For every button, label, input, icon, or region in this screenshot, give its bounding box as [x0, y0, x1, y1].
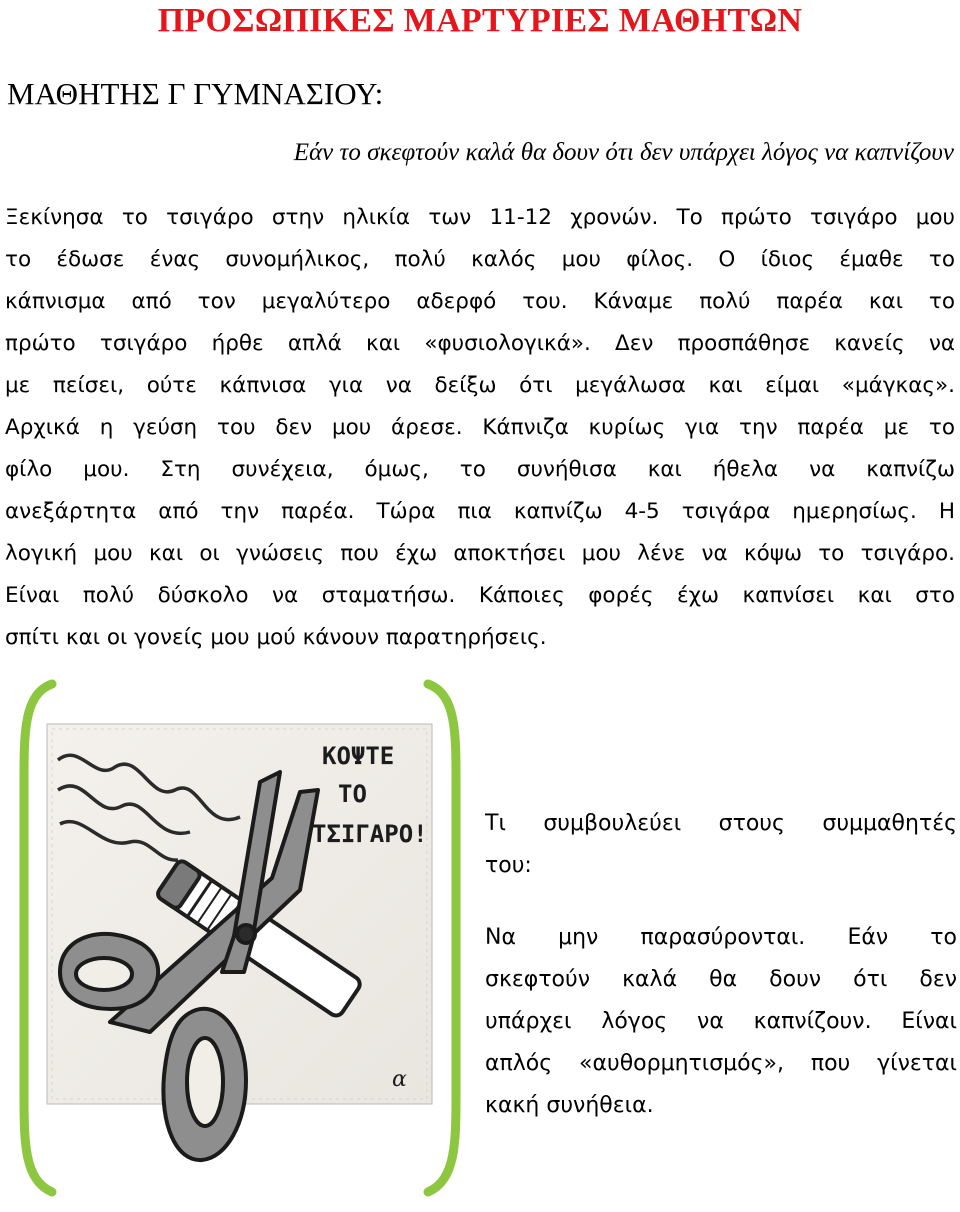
- testimony-line: με πείσει, ούτε κάπνισα για να δείξω ότι μεγάλωσα και είμαι «μάγκας».: [5, 373, 955, 398]
- advice-question-line: του:: [485, 853, 532, 878]
- testimony-line: Ξεκίνησα το τσιγάρο στην ηλικία των 11-12 χρονών. Το πρώτο τσιγάρο μου: [5, 205, 955, 230]
- testimony-line: κάπνισμα από τον μεγαλύτερο αδερφό του. Κάναμε πολύ παρέα και το: [5, 289, 955, 314]
- drawing-caption: ΤΟ: [338, 780, 367, 808]
- testimony-line: ανεξάρτητα από την παρέα. Τώρα πια καπνίζω 4-5 τσιγάρα ημερησίως. Η: [5, 499, 955, 524]
- testimony-line: πρώτο τσιγάρο ήρθε απλά και «φυσιολογικά». Δεν προσπάθησε κανείς να: [5, 331, 955, 356]
- testimony-text: [5, 197, 955, 659]
- advice-section: [485, 803, 957, 1127]
- advice-question-line: Τι συμβουλεύει στους συμμαθητές: [485, 811, 957, 836]
- testimony-line: Είναι πολύ δύσκολο να σταματήσω. Κάποιες φορές έχω καπνίσει και στο: [5, 583, 955, 608]
- advice-answer-line: κακή συνήθεια.: [485, 1093, 654, 1118]
- testimony-line: λογική μου και οι γνώσεις που έχω αποκτήσει μου λένε να κόψω το τσιγάρο.: [5, 541, 955, 566]
- drawing-caption: ΚΟΨΤΕ: [322, 742, 395, 770]
- testimony-quote: Εάν το σκεφτούν καλά θα δουν ότι δεν υπάρχει λόγος να καπνίζουν: [293, 139, 954, 166]
- testimony-line: φίλο μου. Στη συνέχεια, όμως, το συνήθισα και ήθελα να καπνίζω: [5, 457, 955, 482]
- student-heading: ΜΑΘΗΤΗΣ Γ ΓΥΜΝΑΣΙΟΥ:: [7, 76, 384, 111]
- page-title: ΠΡΟΣΩΠΙΚΕΣ ΜΑΡΤΥΡΙΕΣ ΜΑΘΗΤΩΝ: [157, 2, 803, 39]
- signature: α: [392, 1067, 407, 1092]
- advice-answer-line: απλός «αυθορμητισμός», που γίνεται: [485, 1051, 957, 1076]
- testimony-line: το έδωσε ένας συνομήλικος, πολύ καλός μου φίλος. Ο ίδιος έμαθε το: [5, 247, 955, 272]
- testimony-line: σπίτι και οι γονείς μου μού κάνουν παρατηρήσεις.: [5, 625, 547, 650]
- drawing-caption: ΤΣΙΓΑΡΟ!: [312, 820, 428, 848]
- anti-smoking-drawing: [0, 672, 470, 1207]
- testimony-line: Αρχικά η γεύση του δεν μου άρεσε. Κάπνιζα κυρίως για την παρέα με το: [5, 415, 955, 440]
- advice-answer-line: υπάρχει λόγος να καπνίζουν. Είναι: [485, 1009, 957, 1034]
- advice-answer-line: Να μην παρασύρονται. Εάν το: [485, 925, 957, 950]
- advice-answer-line: σκεφτούν καλά θα δουν ότι δεν: [485, 967, 957, 992]
